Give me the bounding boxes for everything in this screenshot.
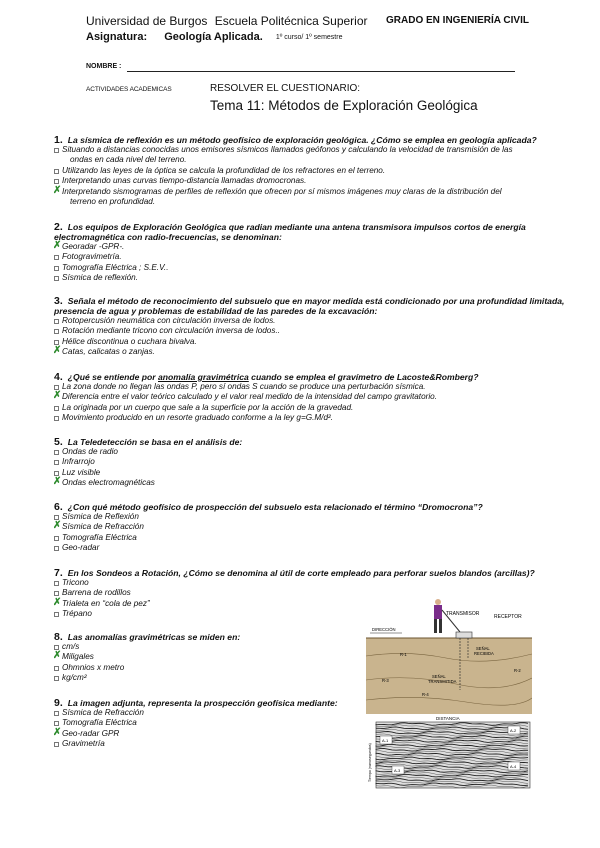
checkbox-icon[interactable] <box>54 471 59 476</box>
question-text: 8. Las anomalías gravimétricas se miden en: <box>54 631 241 643</box>
checkbox-icon[interactable] <box>54 169 59 174</box>
question-4 <box>54 372 574 424</box>
option-4c[interactable]: La originada por un cuerpo que sale a la superficie por la acción de la gravedad. <box>54 403 574 413</box>
checkbox-icon[interactable] <box>54 742 59 747</box>
option-9c[interactable]: ✗ Geo-radar GPR <box>53 726 120 738</box>
option-4a[interactable]: La zona donde no llegan las ondas P, pero sí ondas S cuando se produce una perturbación sísmica. <box>54 382 574 392</box>
question-6 <box>54 502 574 554</box>
university-name: Universidad de Burgos <box>86 14 208 28</box>
subject-name: Geología Aplicada. <box>164 31 263 43</box>
option-8c[interactable]: Ohmnios x metro <box>54 663 354 673</box>
check-mark-icon[interactable]: ✗ <box>53 726 62 738</box>
option-9a[interactable]: Sísmica de Refracción <box>54 708 364 718</box>
option-8b[interactable]: ✗ Miligales <box>53 650 94 662</box>
layer-r3-label: R-3 <box>382 678 389 683</box>
check-mark-icon[interactable]: ✗ <box>53 650 62 662</box>
transmitted-signal-label-1: SEÑAL <box>432 674 446 679</box>
option-3d[interactable]: ✗ Catas, calicatas o zanjas. <box>53 345 155 357</box>
page-title: Tema 11: Métodos de Exploración Geológica <box>210 98 478 113</box>
checkbox-icon[interactable] <box>54 148 59 153</box>
option-4d[interactable]: Movimiento producido en un resorte graduado conforme a la ley g=G.M/d². <box>54 413 574 423</box>
question-8 <box>54 632 354 684</box>
option-7d[interactable]: Trépano <box>54 609 574 619</box>
institution-line <box>86 14 556 29</box>
option-6a[interactable]: Sísmica de Reflexión <box>54 512 574 522</box>
option-2a[interactable]: ✗ Georadar -GPR-. <box>53 240 125 251</box>
option-1d[interactable]: ✗ Interpretando sismogramas de perfiles de reflexión que ofrecen por sí mismos imágenes muy claras de la distribución del terreno en profundidad. <box>53 184 502 207</box>
option-3b[interactable]: Rotación mediante tricono con circulación inversa de lodos.. <box>54 326 574 336</box>
question-5 <box>54 437 574 489</box>
checkbox-icon[interactable] <box>54 340 59 345</box>
option-4b[interactable]: ✗ Diferencia entre el valor teórico calculado y el valor real medido de la intensidad del campo gravitatorio. <box>53 390 438 402</box>
name-field-line[interactable] <box>127 71 515 72</box>
checkbox-icon[interactable] <box>54 385 59 390</box>
question-1 <box>54 135 574 207</box>
layer-r4-label: R-4 <box>422 692 429 697</box>
option-6b[interactable]: ✗ Sísmica de Refracción <box>53 520 144 532</box>
option-2d[interactable]: Sísmica de reflexión. <box>54 273 574 283</box>
check-mark-icon[interactable]: ✗ <box>53 476 62 488</box>
checkbox-icon[interactable] <box>54 255 59 260</box>
option-5c[interactable]: Luz visible <box>54 468 574 478</box>
checkbox-icon[interactable] <box>54 460 59 465</box>
school-name: Escuela Politécnica Superior <box>214 14 368 28</box>
check-mark-icon[interactable]: ✗ <box>53 520 62 532</box>
question-text: 4. ¿Qué se entiende por anomalía gravimétrica cuando se emplea el gravímetro de Lacoste&Romberg? <box>54 371 479 383</box>
option-9b[interactable]: Tomografía Eléctrica <box>54 718 364 728</box>
checkbox-icon[interactable] <box>54 612 59 617</box>
anomaly-a1-label: A-1 <box>382 738 389 743</box>
checkbox-icon[interactable] <box>54 581 59 586</box>
checkbox-icon[interactable] <box>54 266 59 271</box>
checkbox-icon[interactable] <box>54 536 59 541</box>
checkbox-icon[interactable] <box>54 319 59 324</box>
anomaly-a2-label: A-2 <box>510 728 517 733</box>
subject-line <box>86 31 556 45</box>
instructions: RESOLVER EL CUESTIONARIO: <box>210 83 361 94</box>
activities-label: ACTIVIDADES ACADEMICAS <box>86 86 172 93</box>
name-label: NOMBRE : <box>86 63 122 70</box>
option-6d[interactable]: Geo-radar <box>54 543 574 553</box>
course-info: 1º curso/ 1º semestre <box>275 34 343 41</box>
checkbox-icon[interactable] <box>54 515 59 520</box>
checkbox-icon[interactable] <box>54 450 59 455</box>
check-mark-icon[interactable]: ✗ <box>53 390 62 402</box>
subject-label: Asignatura: <box>86 31 148 43</box>
question-text: 7. En los Sondeos a Rotación, ¿Cómo se denomina al útil de corte empleado para perforar suelos blandos (arcillas)? <box>54 567 535 579</box>
time-axis-label: Tiempo (nanosegundos) <box>368 743 372 782</box>
transmitter-label: TRANSMISOR <box>446 611 480 617</box>
checkbox-icon[interactable] <box>54 721 59 726</box>
check-mark-icon[interactable]: ✗ <box>53 240 62 251</box>
checkbox-icon[interactable] <box>54 179 59 184</box>
option-9d[interactable]: Gravimetría <box>54 739 364 749</box>
degree-name: GRADO EN INGENIERÍA CIVIL <box>386 15 529 26</box>
checkbox-icon[interactable] <box>54 711 59 716</box>
option-7c[interactable]: ✗ Trialeta en “cola de pez” <box>53 596 150 608</box>
check-mark-icon[interactable]: ✗ <box>53 184 62 196</box>
question-9 <box>54 698 364 750</box>
checkbox-icon[interactable] <box>54 645 59 650</box>
layer-r2-label: R-2 <box>514 668 521 673</box>
option-3c[interactable]: Hélice discontinua o cuchara bivalva. <box>54 337 574 347</box>
receiver-label: RECEPTOR <box>494 614 522 620</box>
option-8a[interactable]: cm/s <box>54 642 354 652</box>
checkbox-icon[interactable] <box>54 406 59 411</box>
checkbox-icon[interactable] <box>54 276 59 281</box>
checkbox-icon[interactable] <box>54 666 59 671</box>
anomaly-a3-label: A-3 <box>394 768 401 773</box>
document-header <box>86 14 556 45</box>
checkbox-icon[interactable] <box>54 676 59 681</box>
radargram-figure <box>366 716 532 790</box>
question-text: 1. La sísmica de reflexión es un método geofísico de exploración geológica. ¿Cómo se emplea en geología aplicada? <box>54 134 537 146</box>
question-text: 6. ¿Con qué método geofísico de prospección del subsuelo esta relacionado el término “Dromocrona”? <box>54 501 483 513</box>
question-text: 5. La Teledetección se basa en el análisis de: <box>54 436 243 448</box>
option-7b[interactable]: Barrena de rodillos <box>54 588 574 598</box>
option-6c[interactable]: Tomografía Eléctrica <box>54 533 574 543</box>
antenna-icon <box>456 632 472 638</box>
option-3a[interactable]: Rotopercusión neumática con circulación inversa de lodos. <box>54 316 574 326</box>
layer-r1-label: R-1 <box>400 652 407 657</box>
option-8d[interactable]: kg/cm² <box>54 673 354 683</box>
direction-label: DIRECCIÓN <box>372 627 396 632</box>
received-signal-label-1: SEÑAL <box>476 646 490 651</box>
transmitted-signal-label-2: TRANSMITIDA <box>428 679 457 684</box>
option-2c[interactable]: Tomografía Eléctrica ; S.E.V.. <box>54 263 574 273</box>
option-1c[interactable]: Interpretando unas curvas tiempo-distancia llamadas dromocronas. <box>54 176 574 186</box>
check-mark-icon[interactable]: ✗ <box>53 596 62 608</box>
distance-label: DISTANCIA <box>436 716 460 721</box>
question-2 <box>54 222 574 284</box>
option-5a[interactable]: Ondas de radio <box>54 447 574 457</box>
option-7a[interactable]: Tricono <box>54 578 574 588</box>
question-text: 9. La imagen adjunta, representa la prospección geofísica mediante: <box>54 697 338 709</box>
option-5b[interactable]: Infrarrojo <box>54 457 574 467</box>
check-mark-icon[interactable]: ✗ <box>53 345 62 357</box>
option-2b[interactable]: Fotogravimetría. <box>54 252 574 262</box>
checkbox-icon[interactable] <box>54 546 59 551</box>
option-5d[interactable]: ✗ Ondas electromagnéticas <box>53 476 155 488</box>
option-1a[interactable]: Situando a distancias conocidas unos emisores sísmicos llamados geófonos y calculando la velocidad de transmisión de las ondas en cada nivel del terreno. <box>54 145 574 166</box>
gpr-schematic-figure <box>366 598 532 714</box>
question-3 <box>54 296 574 358</box>
checkbox-icon[interactable] <box>54 329 59 334</box>
checkbox-icon[interactable] <box>54 591 59 596</box>
checkbox-icon[interactable] <box>54 416 59 421</box>
received-signal-label-2: RECIBIDA <box>474 651 494 656</box>
option-1b[interactable]: Utilizando las leyes de la óptica se calcula la profundidad de los refractores en el terreno. <box>54 166 574 176</box>
anomaly-a4-label: A-4 <box>510 764 517 769</box>
question-text: 3. Señala el método de reconocimiento del subsuelo que en mayor medida está condicionado por una profundidad limitada, presencia de agua y problemas de estabilidad de las paredes de la excavación: <box>54 295 565 316</box>
ground-layer <box>366 638 532 714</box>
question-text: 2. Los equipos de Exploración Geológica que radian mediante una antena transmisora impulsos cortos de energía electromagnética con radio-frecuencias, se denominan: <box>54 221 526 242</box>
